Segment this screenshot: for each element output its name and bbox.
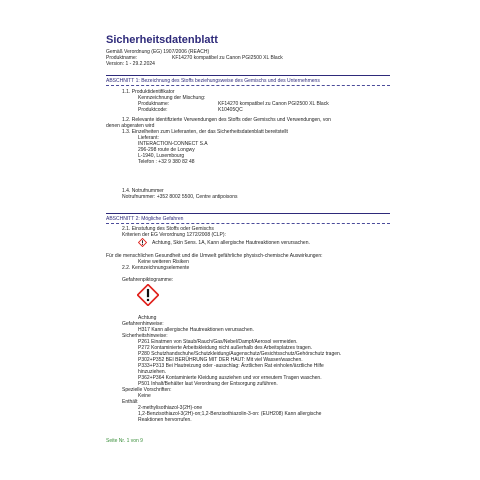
hazard-statement-h317: H317 Kann allergische Hautreaktionen verursachen. — [138, 327, 254, 333]
criteria-label: Kriterien der EG Verordnung 1272/2008 (CLP): — [122, 232, 226, 238]
precaution-p302: P302+P352 BEI BERÜHRUNG MIT DER HAUT: Mit viel Wasser/waschen. — [138, 357, 303, 363]
special-provisions-value: Keine — [138, 393, 151, 399]
subsection-1-4: 1.4. Notrufnummer — [122, 188, 164, 194]
section-1-heading: ABSCHNITT 1: Bezeichnung des Stoffs beziehungsweise des Gemischs und des Unternehmens — [106, 78, 320, 84]
precaution-p333: P333+P313 Bei Hautreizung oder -ausschlag: Ärztlichen Rat einholen/ärztliche Hilfe — [138, 363, 324, 369]
version-line: Version: 1 - 29.2.2024 — [106, 61, 155, 67]
precaution-p261: P261 Einatmen von Staub/Rauch/Gas/Nebel/Dampf/Aerosol vermeiden. — [138, 339, 298, 345]
precaution-p501: P501 Inhalt/Behälter laut Verordnung der Entsorgung zuführen. — [138, 381, 278, 387]
product-name-label: Produktname: — [106, 55, 138, 61]
product-name-label-s1: Produktname: — [138, 101, 170, 107]
subsection-1-3: 1.3. Einzelheiten zum Lieferanten, der das Sicherheitsdatenblatt bereitstellt — [122, 129, 288, 135]
product-name-value: KF14270 kompatibel zu Canon PGI2500 XL Black — [172, 55, 283, 61]
precaution-p280: P280 Schutzhandschuhe/Schutzkleidung/Augenschutz/Gesichtsschutz/Gehörschutz tragen. — [138, 351, 342, 357]
supplier-street: 296-298 route de Longwy — [138, 147, 195, 153]
subsection-1-2-cont: denen abgeraten wird — [106, 123, 155, 129]
regulation-line: Gemäß Verordnung (EG) 1907/2006 (REACH) — [106, 49, 210, 55]
precaution-p272: P272 Kontaminierte Arbeitskleidung nicht außerhalb des Arbeitsplatzes tragen. — [138, 345, 312, 351]
section-2-heading: ABSCHNITT 2: Mögliche Gefahren — [106, 216, 184, 222]
contains-item-1: 2-methylisothiazol-3(2H)-one — [138, 405, 203, 411]
adverse-effects-label: Für die menschlichen Gesundheit und die Umwelt gefährliche physisch-chemische Auswirkungen: — [106, 253, 323, 259]
supplier-label: Lieferant: — [138, 135, 159, 141]
emergency-number: Notrufnummer: +352 8002 5500, Centre antipoisons — [122, 194, 238, 200]
product-code-value: K10405QC — [218, 107, 243, 113]
ghs07-exclamation-icon — [137, 284, 159, 306]
document-title: Sicherheitsdatenblatt — [106, 34, 218, 46]
product-code-label: Produktcode: — [138, 107, 168, 113]
product-name-value-s1: KF14270 kompatibel zu Canon PGI2500 XL Black — [218, 101, 329, 107]
signal-word: Achtung — [138, 315, 157, 321]
subsection-1-1: 1.1. Produktidentifikator — [122, 89, 175, 95]
contains-item-2-cont: Reaktionen hervorrufen. — [138, 417, 192, 423]
ghs07-exclamation-icon — [138, 238, 147, 247]
supplier-phone: Telefon : +32 9 380 82 48 — [138, 159, 195, 165]
classification-statement: Achtung, Skin Sens. 1A, Kann allergische Hautreaktionen verursachen. — [152, 240, 310, 246]
subsection-2-2: 2.2. Kennzeichnungselemente — [122, 265, 190, 271]
contains-item-2: 1,2-Benzisothiazol-3(2H)-on;1,2-Benzisothiazolin-3-on: (EUH208) Kann allergische — [138, 411, 322, 417]
hazard-statements-label: Gefahrenhinweise: — [122, 321, 164, 327]
precaution-p362: P362+P364 Kontaminierte Kleidung ausziehen und vor erneutem Tragen waschen. — [138, 375, 322, 381]
subsection-1-2: 1.2. Relevante identifizierte Verwendungen des Stoffs oder Gemischs und Verwendungen, von — [122, 117, 331, 123]
precautionary-label: Sicherheitshinweise: — [122, 333, 168, 339]
section-rule — [106, 213, 390, 214]
page-number: Seite Nr. 1 von 9 — [106, 438, 143, 444]
identification-label: Kennzeichnung der Mischung: — [138, 95, 206, 101]
contains-label: Enthält — [122, 399, 138, 405]
subsection-2-1: 2.1. Einstufung des Stoffs oder Gemischs — [122, 226, 214, 232]
adverse-effects-value: Keine weiteren Risiken — [138, 259, 189, 265]
section-rule-dashed — [106, 223, 390, 224]
section-rule — [106, 75, 390, 76]
pictograms-label: Gefahrenpiktogramme: — [122, 277, 174, 283]
section-rule-dashed — [106, 85, 390, 86]
supplier-company: INTERACTION-CONNECT S.A — [138, 141, 208, 147]
special-provisions-label: Spezielle Vorschriften: — [122, 387, 172, 393]
precaution-p333-cont: hinzuziehen. — [138, 369, 167, 375]
supplier-city: L-1940, Luxembourg — [138, 153, 185, 159]
